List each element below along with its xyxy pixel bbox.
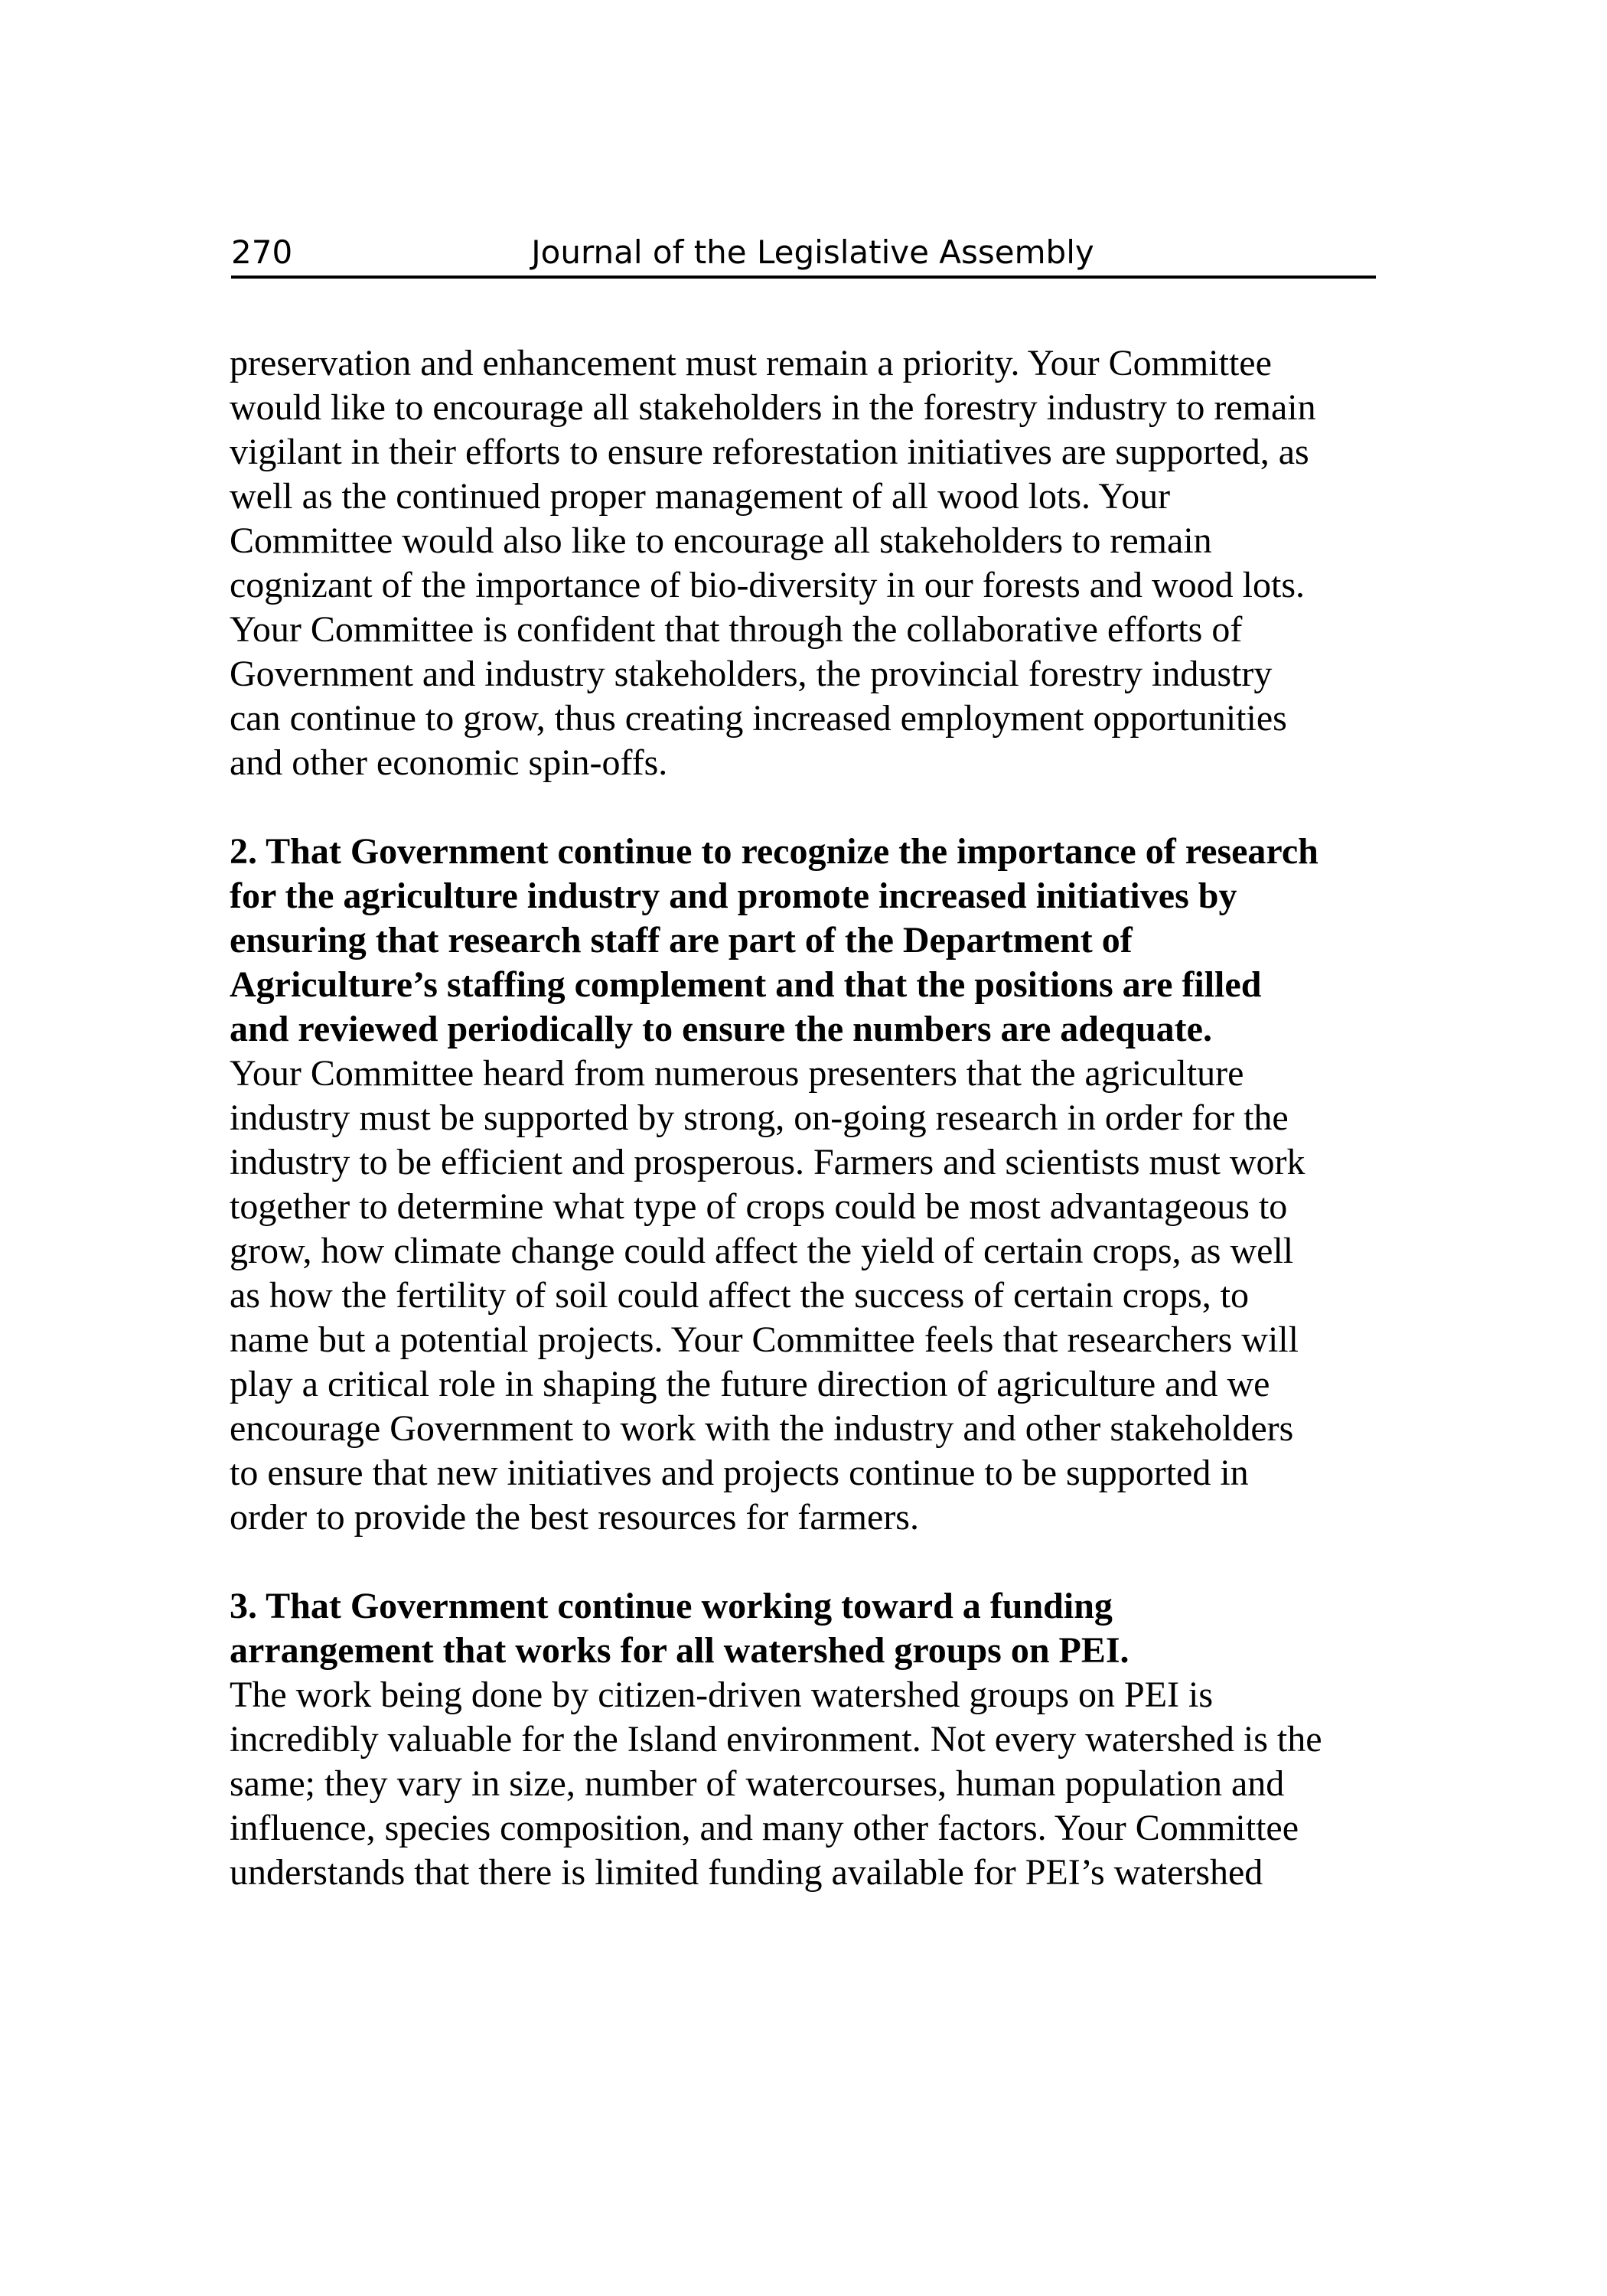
text-line: Your Committee heard from numerous presenters that the agriculture — [230, 1053, 1244, 1094]
text-line: Your Committee is confident that through the collaborative efforts of — [230, 609, 1243, 650]
text-line: and other economic spin-offs. — [230, 742, 668, 783]
text-line: The work being done by citizen-driven watershed groups on PEI is — [230, 1675, 1214, 1715]
text-line: grow, how climate change could affect the yield of certain crops, as well — [230, 1231, 1294, 1271]
recommendation-body — [230, 1673, 1385, 1895]
text-line: vigilant in their efforts to ensure reforestation initiatives are supported, as — [230, 432, 1309, 472]
text-line: influence, species composition, and many other factors. Your Committee — [230, 1808, 1299, 1848]
text-line: order to provide the best resources for farmers. — [230, 1497, 919, 1538]
text-line: can continue to grow, thus creating increased employment opportunities — [230, 698, 1287, 739]
text-line: industry must be supported by strong, on-going research in order for the — [230, 1097, 1289, 1138]
recommendation-heading — [230, 830, 1385, 1052]
text-line: preservation and enhancement must remain a priority. Your Committee — [230, 343, 1272, 383]
heading-line: and reviewed periodically to ensure the numbers are adequate. — [230, 1009, 1212, 1049]
text-line: encourage Government to work with the industry and other stakeholders — [230, 1408, 1294, 1449]
text-line: would like to encourage all stakeholders in the forestry industry to remain — [230, 387, 1316, 428]
recommendation-3 — [230, 1584, 1385, 1895]
text-line: play a critical role in shaping the future direction of agriculture and we — [230, 1364, 1270, 1404]
heading-line: arrangement that works for all watershed groups on PEI. — [230, 1630, 1129, 1671]
text-line: Government and industry stakeholders, the provincial forestry industry — [230, 654, 1273, 694]
text-line: understands that there is limited funding available for PEI’s watershed — [230, 1852, 1263, 1893]
heading-line: for the agriculture industry and promote increased initiatives by — [230, 876, 1237, 916]
text-line: cognizant of the importance of bio-diversity in our forests and wood lots. — [230, 565, 1305, 605]
heading-line: Agriculture’s staffing complement and that the positions are filled — [230, 964, 1262, 1005]
recommendation-heading — [230, 1584, 1385, 1673]
page-number: 270 — [231, 233, 293, 271]
text-line: together to determine what type of crops could be most advantageous to — [230, 1186, 1288, 1227]
heading-line: 3. That Government continue working toward a funding — [230, 1586, 1113, 1626]
intro-paragraph — [230, 341, 1385, 785]
text-line: as how the fertility of soil could affect the success of certain crops, to — [230, 1275, 1250, 1316]
text-line: same; they vary in size, number of watercourses, human population and — [230, 1763, 1285, 1804]
recommendation-body — [230, 1052, 1385, 1540]
recommendation-2 — [230, 830, 1385, 1540]
text-line: name but a potential projects. Your Committee feels that researchers will — [230, 1319, 1299, 1360]
text-line: incredibly valuable for the Island environment. Not every watershed is the — [230, 1719, 1322, 1760]
running-header — [231, 230, 1376, 279]
text-line: industry to be efficient and prosperous. Farmers and scientists must work — [230, 1142, 1305, 1182]
text-line: Committee would also like to encourage all stakeholders to remain — [230, 520, 1212, 561]
heading-line: 2. That Government continue to recognize the importance of research — [230, 831, 1319, 872]
running-title: Journal of the Legislative Assembly — [531, 233, 1094, 271]
text-line: to ensure that new initiatives and projects continue to be supported in — [230, 1453, 1249, 1493]
page-body — [230, 341, 1385, 1895]
heading-line: ensuring that research staff are part of the Department of — [230, 920, 1133, 960]
text-line: well as the continued proper management of all wood lots. Your — [230, 476, 1171, 517]
